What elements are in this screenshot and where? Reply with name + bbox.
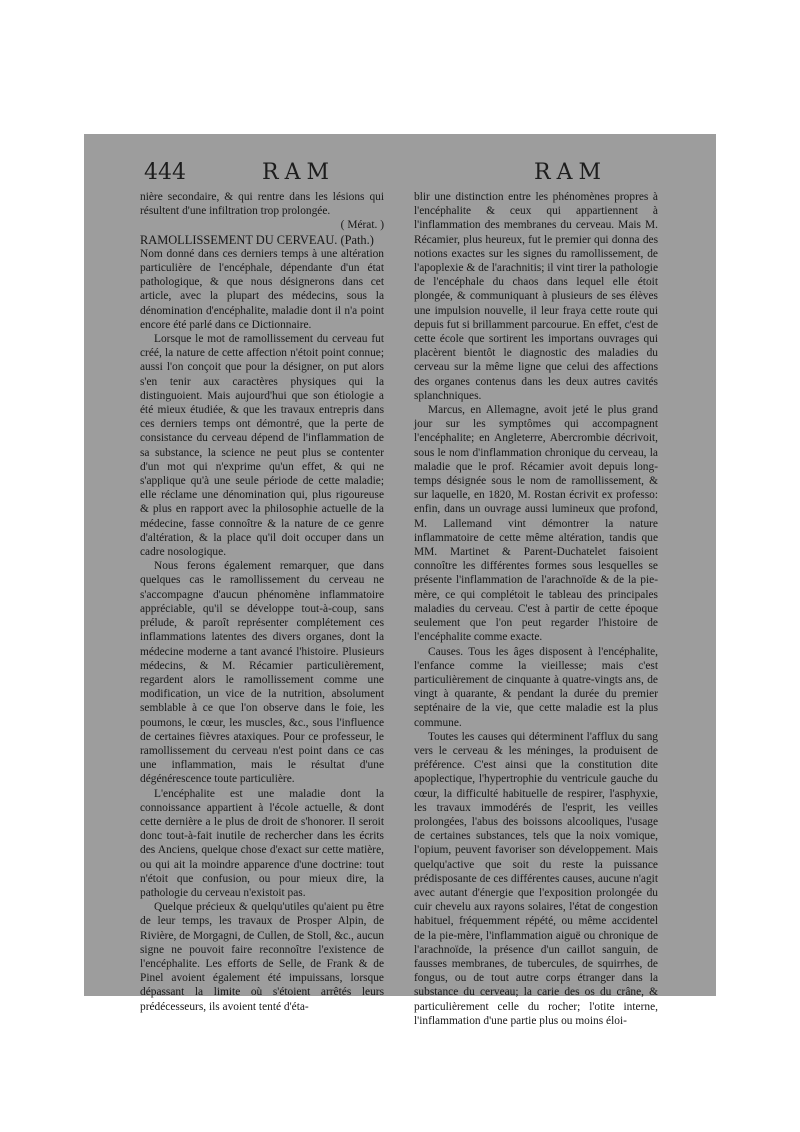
paragraph: Lorsque le mot de ramollissement du cerveau fut créé, la nature de cette affection n'étoit point connue; aussi l'on conçoit que pour la désigner, on put alors s'en tenir aux caractères physiques qui la distinguoient. Mais aujourd'hui que son étiologie a été mieux étudiée, & que les travaux entrepris dans ces derniers temps ont démontré, que la perte de consistance du cerveau dépend de l'inflammation de sa substance, la science ne peut plus se contenter d'un mot qui n'exprime qu'un effet, & qui ne s'applique qu'à une seule période de cette maladie; elle réclame une dénomination qui, plus rigoureuse & plus en rapport avec la philosophie actuelle de la médecine, fasse connoître & la nature de ce genre d'altération, & la place qu'il doit occuper dans un cadre nosologique. xyxy=(140,333,384,559)
right-column xyxy=(414,190,658,1028)
paragraph: Nous ferons également remarquer, que dans quelques cas le ramollissement du cerveau ne s'accompagne d'aucun phénomène inflammatoire appréciable, qu'il se développe tout-à-coup, sans prélude, & paroît représenter complétement ces inflammations latentes des divers organes, dont la médecine moderne a tant avancé l'histoire. Plusieurs médecins, & M. Récamier particulièrement, regardent alors le ramollissement comme une modification, un vice de la nutrition, absolument semblable à ce que l'on observe dans le foie, les poumons, le cœur, les muscles, &c., sous l'influence de certaines fièvres ataxiques. Pour ce professeur, le ramollissement du cerveau n'est point dans ce cas une inflammation, mais le résultat d'une dégénérescence toute particulière. xyxy=(140,560,384,786)
running-head-left: RAM xyxy=(262,160,335,185)
paragraph: Toutes les causes qui déterminent l'afflux du sang vers le cerveau & les méninges, la produisent de préférence. C'est ainsi que la constitution dite apoplectique, l'hypertrophie du ventricule gauche du cœur, la difficulté habituelle de respirer, l'asphyxie, les travaux immodérés de l'esprit, les veilles prolongées, l'abus des boissons alcooliques, l'usage de certaines substances, tels que la noix vomique, l'opium, peuvent favoriser son développement. Mais quelqu'active que soit du reste la puissance prédisposante de ces différentes causes, aucune n'agit avec autant d'énergie que l'exposition prolongée du cuir chevelu aux rayons solaires, l'état de congestion habituel, fréquemment répété, ou même accidentel de la pie-mère, l'inflammation aiguë ou chronique de l'arachnoïde, la présence d'un caillot sanguin, de fausses membranes, de tubercules, de squirrhes, de fongus, ou de tout autre corps étranger dans la substance du cerveau; la carie des os du crâne, & particulièrement celle du rocher; l'otite interne, l'inflammation d'une partie plus ou moins éloi- xyxy=(414,730,658,1027)
paragraph: Quelque précieux & quelqu'utiles qu'aient pu être de leur temps, les travaux de Prosper Alpin, de Rivière, de Morgagni, de Cullen, de Stoll, &c., aucun signe ne pouvoit faire reconnoître l'existence de l'encéphalite. Les efforts de Selle, de Frank & de Pinel avoient également été impuissans, lorsque dépassant la limite où s'étoient arrêtés leurs prédécesseurs, ils avoient tenté d'éta- xyxy=(140,901,384,1013)
author-signature: ( Mérat. ) xyxy=(340,219,384,232)
paragraph: blir une distinction entre les phénomènes propres à l'encéphalite & ceux qui appartiennent à l'inflammation des membranes du cerveau. Mais M. Récamier, plus heureux, fut le premier qui donna des notions exactes sur les signes du ramollissement, de l'apoplexie & de l'arachnitis; il vint tirer la pathologie de l'encéphale du chaos dans lequel elle étoit plongée, & communiquant à plusieurs de ses élèves une impulsion nouvelle, il leur fraya cette route qui depuis fut si brillamment parcourue. En effet, c'est de cette école que sortirent les importans ouvrages qui placèrent bientôt le diagnostic des maladies du cerveau sur la même ligne que celui des affections des organes contenus dans les deux autres cavités splanchniques. xyxy=(414,191,658,402)
paragraph: Causes. Tous les âges disposent à l'encéphalite, l'enfance comme la vieillesse; mais c'est particulièrement de cinquante à quatre-vingts ans, de vingt à quarante, & pendant la durée du premier septénaire de la vie, que cette maladie est la plus commune. xyxy=(414,645,658,729)
continued-text: nière secondaire, & qui rentre dans les lésions qui résultent d'une infiltration trop prolongée. xyxy=(140,191,384,218)
article-heading: RAMOLLISSEMENT DU CERVEAU. (Path.) xyxy=(140,232,374,247)
paragraph: Nom donné dans ces derniers temps à une altération particulière de l'encéphale, dépendante d'un état pathologique, & que nous désignerons dans cet article, avec la plupart des médecins, sous la dénomination d'encéphalite, maladie dont il n'a point encore été parlé dans ce Dictionnaire. xyxy=(140,247,384,331)
page-header xyxy=(144,160,686,190)
page-number: 444 xyxy=(144,160,186,185)
book-page xyxy=(84,134,716,1027)
paragraph: L'encéphalite est une maladie dont la connoissance appartient à l'école actuelle, & dont cette dernière a le plus de droit de s'honorer. Il seroit donc tout-à-fait inutile de rechercher dans les écrits des Anciens, quelque chose d'exact sur cette matière, ou qui ait la moindre apparence d'une doctrine: tout n'étoit que confusion, ou pour mieux dire, la pathologie du cerveau n'existoit pas. xyxy=(140,787,384,899)
running-head-right: RAM xyxy=(534,160,607,185)
paragraph: Marcus, en Allemagne, avoit jeté le plus grand jour sur les symptômes qui accompagnent l'encéphalite; en Angleterre, Abercrombie décrivoit, sous le nom d'inflammation chronique du cerveau, la maladie que le prof. Récamier avoit depuis long-temps désignée sous le nom de ramollissement, & sur laquelle, en 1820, M. Rostan écrivit ex professo: enfin, dans un ouvrage aussi lumineux que profond, M. Lallemand vint démontrer la nature inflammatoire de cette même altération, tandis que MM. Martinet & Parent-Duchatelet faisoient connoître les différentes formes sous lesquelles se présente l'inflammation de l'arachnoïde & de la pie-mère, ce qui complétoit le tableau des principales maladies du cerveau. C'est à partir de cette époque seulement que l'on peut regarder l'histoire de l'encéphalite comme exacte. xyxy=(414,404,658,644)
left-column xyxy=(140,190,384,1014)
